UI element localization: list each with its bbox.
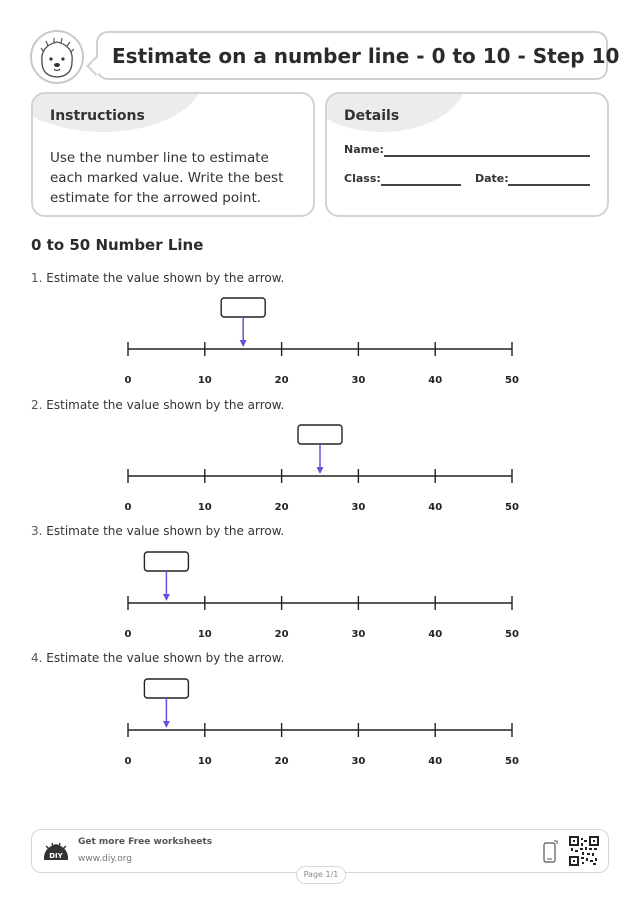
footer-url-link[interactable]: www.diy.org (78, 854, 132, 864)
phone-icon (542, 840, 558, 864)
question-text: Estimate the value shown by the arrow. (46, 524, 285, 538)
title-box (96, 31, 620, 80)
tick-label: 0 (124, 502, 132, 513)
tick-label: 50 (505, 756, 519, 767)
tick-label: 10 (197, 756, 212, 767)
answer-box[interactable] (144, 679, 188, 698)
number-line-3 (0, 544, 640, 644)
diy-logo-icon (42, 840, 70, 864)
tick-label: 20 (274, 502, 289, 513)
question-number: 1. (31, 271, 43, 285)
question-3 (31, 524, 284, 538)
page-title: Estimate on a number line - 0 to 10 - Step 10 (112, 43, 620, 68)
instructions-text: Use the number line to estimate each marked value. Write the best estimate for the arrowed point. (50, 150, 284, 206)
question-4 (31, 651, 284, 665)
class-field[interactable] (381, 184, 461, 186)
tick-label: 40 (428, 502, 443, 513)
tick-label: 50 (505, 375, 519, 386)
arrow-head-icon (240, 340, 247, 347)
tick-label: 30 (351, 629, 366, 640)
tick-label: 10 (197, 375, 212, 386)
date-label: Date: (475, 172, 509, 185)
tick-label: 30 (351, 502, 366, 513)
tick-label: 20 (274, 756, 289, 767)
answer-box[interactable] (144, 552, 188, 571)
question-number: 3. (31, 524, 43, 538)
instructions-panel (31, 92, 315, 217)
details-panel (325, 92, 609, 217)
tick-label: 20 (274, 375, 289, 386)
date-field[interactable] (508, 184, 590, 186)
logo-text: DIY (49, 852, 63, 860)
question-2 (31, 398, 284, 412)
name-field[interactable] (384, 155, 590, 157)
question-text: Estimate the value shown by the arrow. (46, 651, 285, 665)
tick-label: 40 (428, 375, 443, 386)
page-number-badge: Page 1/1 (296, 866, 346, 884)
tick-label: 30 (351, 375, 366, 386)
question-number: 2. (31, 398, 43, 412)
question-text: Estimate the value shown by the arrow. (46, 271, 285, 285)
tick-label: 0 (124, 756, 132, 767)
answer-box[interactable] (298, 425, 342, 444)
class-label: Class: (344, 172, 381, 185)
tick-label: 50 (505, 629, 519, 640)
tick-label: 0 (124, 629, 132, 640)
name-label: Name: (344, 143, 384, 156)
mascot-avatar (30, 30, 84, 84)
number-line-1 (0, 290, 640, 390)
number-line-2 (0, 417, 640, 517)
instructions-heading: Instructions (50, 108, 145, 124)
tick-label: 40 (428, 756, 443, 767)
tick-label: 50 (505, 502, 519, 513)
arrow-head-icon (317, 467, 324, 474)
question-number: 4. (31, 651, 43, 665)
answer-box[interactable] (221, 298, 265, 317)
section-title: 0 to 50 Number Line (31, 236, 204, 254)
tick-label: 40 (428, 629, 443, 640)
arrow-head-icon (163, 594, 170, 601)
tick-label: 10 (197, 629, 212, 640)
tick-label: 10 (197, 502, 212, 513)
qr-code-icon (569, 836, 599, 866)
question-text: Estimate the value shown by the arrow. (46, 398, 285, 412)
arrow-head-icon (163, 721, 170, 728)
number-line-4 (0, 671, 640, 771)
tick-label: 30 (351, 756, 366, 767)
question-1 (31, 271, 284, 285)
tick-label: 20 (274, 629, 289, 640)
tick-label: 0 (124, 375, 132, 386)
details-heading: Details (344, 108, 400, 124)
footer-promo-text: Get more Free worksheets (78, 837, 213, 847)
